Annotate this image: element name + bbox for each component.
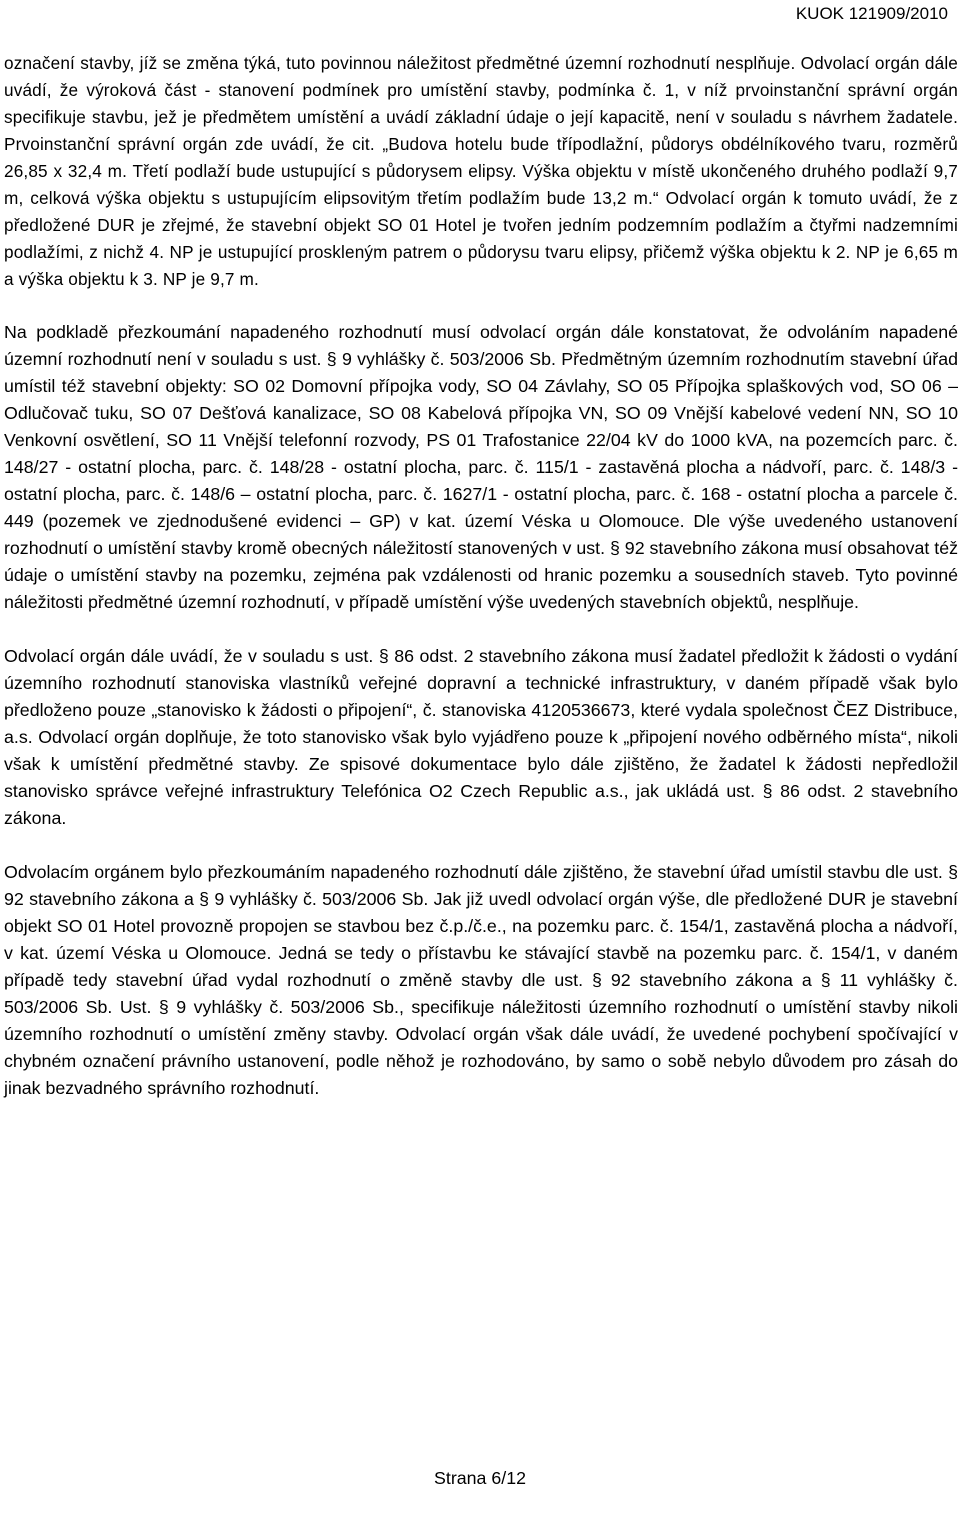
paragraph-3: Odvolací orgán dále uvádí, že v souladu s ust. § 86 odst. 2 stavebního zákona musí žadatel předložit k žádosti o vydání územního rozhodnutí stanoviska vlastníků veřejné dopravní a technické infrastruktury, v daném případě však bylo předloženo pouze „stanovisko k žádosti o připojení“, č. stanoviska 4120536673, které vydala společnost ČEZ Distribuce, a.s. Odvolací orgán doplňuje, že toto stanovisko však bylo vyjádřeno pouze k „připojení nového odběrného místa“, nikoli však k umístění předmětné stavby. Ze spisové dokumentace bylo dále zjištěno, že žadatel k žádosti nepředložil stanovisko správce veřejné infrastruktury Telefónica O2 Czech Republic a.s., jak ukládá ust. § 86 odst. 2 stavebního zákona.: [4, 646, 958, 828]
page-number: Strana 6/12: [434, 1468, 526, 1488]
paragraph-2: Na podkladě přezkoumání napadeného rozhodnutí musí odvolací orgán dále konstatovat, že odvoláním napadené územní rozhodnutí není v souladu s ust. § 9 vyhlášky č. 503/2006 Sb. Předmětným územním rozhodnutím stavební úřad umístil též stavební objekty: SO 02 Domovní přípojka vody, SO 04 Závlahy, SO 05 Přípojka splaškových vod, SO 06 – Odlučovač tuku, SO 07 Dešťová kanalizace, SO 08 Kabelová přípojka VN, SO 09 Vnější kabelové vedení NN, SO 10 Venkovní osvětlení, SO 11 Vnější telefonní rozvody, PS 01 Trafostanice 22/04 kV do 1000 kVA, na pozemcích parc. č. 148/27 - ostatní plocha, parc. č. 148/28 - ostatní plocha, parc. č. 115/1 - zastavěná plocha a nádvoří, parc. č. 148/3 - ostatní plocha, parc. č. 148/6 – ostatní plocha, parc. č. 1627/1 - ostatní plocha, parc. č. 168 - ostatní plocha a parcele č. 449 (pozemek ve zjednodušené evidenci – GP) v kat. území Véska u Olomouce. Dle výše uvedeného ustanovení rozhodnutí o umístění stavby kromě obecných náležitostí stanovených v ust. § 92 stavebního zákona musí obsahovat též údaje o umístění stavby na pozemku, zejména pak vzdálenosti od hranic pozemku a sousedních staveb. Tyto povinné náležitosti předmětné územní rozhodnutí, v případě umístění výše uvedených stavebních objektů, nesplňuje.: [4, 322, 958, 612]
document-reference-number: KUOK 121909/2010: [795, 4, 948, 23]
document-body: [4, 50, 958, 1102]
paragraph-1: označení stavby, jíž se změna týká, tuto povinnou náležitost předmětné územní rozhodnutí nesplňuje. Odvolací orgán dále uvádí, že výroková část - stanovení podmínek pro umístění stavby, podmínka č. 1, v níž prvoinstanční správní orgán specifikuje stavbu, jež je předmětem umístění a uvádí základní údaje o její kapacitě, není v souladu s návrhem žadatele. Prvoinstanční správní orgán zde uvádí, že cit. „Budova hotelu bude třípodlažní, půdorys obdélníkového tvaru, rozměrů 26,85 x 32,4 m. Třetí podlaží bude ustupující s půdorysem elipsy. Výška objektu v místě ukončeného druhého podlaží 9,7 m, celková výška objektu s ustupujícím elipsovitým třetím podlažím bude 13,2 m.“ Odvolací orgán k tomuto uvádí, že z předložené DUR je zřejmé, že stavební objekt SO 01 Hotel je tvořen jedním podzemním podlažím a čtyřmi nadzemními podlažími, z nichž 4. NP je ustupující proskleným patrem o půdorysu tvaru elipsy, přičemž výška objektu k 2. NP je 6,65 m a výška objektu k 3. NP je 9,7 m.: [4, 53, 958, 289]
paragraph-4: Odvolacím orgánem bylo přezkoumáním napadeného rozhodnutí dále zjištěno, že stavební úřad umístil stavbu dle ust. § 92 stavebního zákona a § 9 vyhlášky č. 503/2006 Sb. Jak již uvedl odvolací orgán výše, dle předložené DUR je stavební objekt SO 01 Hotel provozně propojen se stavbou bez č.p./č.e., na pozemku parc. č. 154/1, zastavěná plocha a nádvoří, v kat. území Véska u Olomouce. Jedná se tedy o přístavbu ke stávající stavbě na pozemku parc. č. 154/1, v daném případě tedy stavební úřad vydal rozhodnutí o změně stavby dle ust. § 92 stavebního zákona a § 11 vyhlášky č. 503/2006 Sb. Ust. § 9 vyhlášky č. 503/2006 Sb., specifikuje náležitosti územního rozhodnutí o umístění stavby nikoli územního rozhodnutí o umístění změny stavby. Odvolací orgán však dále uvádí, že uvedené pochybení spočívající v chybném označení právního ustanovení, podle něhož je rozhodováno, by samo o sobě nebylo důvodem pro zásah do jinak bezvadného správního rozhodnutí.: [4, 862, 958, 1098]
